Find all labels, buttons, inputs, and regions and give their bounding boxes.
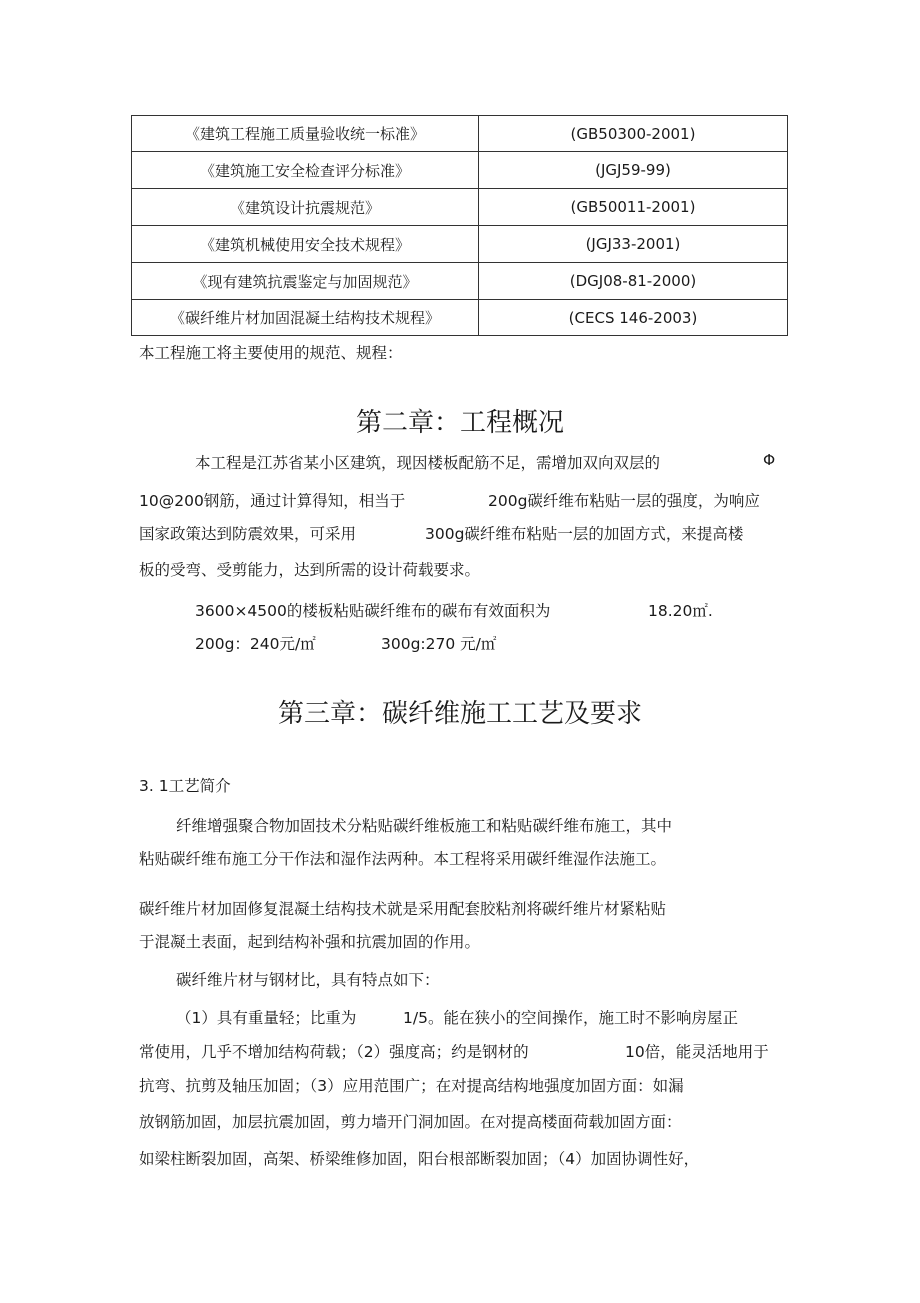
ch2-para1-line3b: 300g碳纤维布粘贴一层的加固方式，来提高楼 bbox=[425, 525, 744, 543]
table-row bbox=[132, 152, 788, 189]
ch3-para1-line2: 粘贴碳纤维布施工分干作法和湿作法两种。本工程将采用碳纤维湿作法施工。 bbox=[139, 850, 667, 868]
table-row bbox=[132, 116, 788, 152]
ch3-para2-line1: 碳纤维片材加固修复混凝土结构技术就是采用配套胶粘剂将碳纤维片材紧粘贴 bbox=[139, 900, 667, 918]
standard-code: (GB50011-2001) bbox=[479, 189, 788, 226]
standard-name: 《建筑机械使用安全技术规程》 bbox=[132, 226, 479, 263]
standard-name: 《建筑设计抗震规范》 bbox=[132, 189, 479, 226]
chapter-2-title: 第二章：工程概况 bbox=[355, 408, 564, 438]
area-line-text: 3600×4500的楼板粘贴碳纤维布的碳布有效面积为 bbox=[195, 602, 551, 620]
ch3-para4-line1b: 1/5。能在狭小的空间操作，施工时不影响房屋正 bbox=[403, 1009, 738, 1027]
ch2-para1-line2a: 10@200钢筋，通过计算得知，相当于 bbox=[139, 492, 406, 510]
ch3-para3: 碳纤维片材与钢材比，具有特点如下： bbox=[176, 971, 440, 989]
ch3-para4-line4: 放钢筋加固，加层抗震加固，剪力墙开门洞加固。在对提高楼面荷载加固方面： bbox=[139, 1113, 682, 1131]
standard-name: 《建筑工程施工质量验收统一标准》 bbox=[132, 116, 479, 152]
standard-name: 《碳纤维片材加固混凝土结构技术规程》 bbox=[132, 300, 479, 336]
ch3-para4-line3: 抗弯、抗剪及轴压加固；（3）应用范围广；在对提高结构地强度加固方面：如漏 bbox=[139, 1077, 684, 1095]
table-row bbox=[132, 263, 788, 300]
standard-name: 《建筑施工安全检查评分标准》 bbox=[132, 152, 479, 189]
standard-code: (DGJ08-81-2000) bbox=[479, 263, 788, 300]
table-caption: 本工程施工将主要使用的规范、规程： bbox=[139, 344, 403, 362]
table-row bbox=[132, 226, 788, 263]
standards-table bbox=[131, 115, 788, 336]
standard-code: (GB50300-2001) bbox=[479, 116, 788, 152]
ch3-para4-line2a: 常使用，几乎不增加结构荷载；（2）强度高；约是钢材的 bbox=[139, 1043, 529, 1061]
ch2-para1-line1: 本工程是江苏省某小区建筑，现因楼板配筋不足，需增加双向双层的 bbox=[195, 454, 661, 472]
ch3-para4-line5: 如梁柱断裂加固，高架、桥梁维修加固，阳台根部断裂加固；（4）加固协调性好， bbox=[139, 1150, 700, 1168]
table-row bbox=[132, 189, 788, 226]
standard-code: (CECS 146-2003) bbox=[479, 300, 788, 336]
ch2-para1-line2b: 200g碳纤维布粘贴一层的强度，为响应 bbox=[488, 492, 760, 510]
standard-code: (JGJ33-2001) bbox=[479, 226, 788, 263]
ch2-para1-line4: 板的受弯、受剪能力，达到所需的设计荷载要求。 bbox=[139, 561, 481, 579]
ch3-para1-line1: 纤维增强聚合物加固技术分粘贴碳纤维板施工和粘贴碳纤维布施工，其中 bbox=[176, 817, 673, 835]
table-row bbox=[132, 300, 788, 336]
area-line-value: 18.20㎡. bbox=[648, 602, 713, 620]
ch3-para4-line2b: 10倍，能灵活地用于 bbox=[625, 1043, 769, 1061]
standard-name: 《现有建筑抗震鉴定与加固规范》 bbox=[132, 263, 479, 300]
chapter-3-title: 第三章：碳纤维施工工艺及要求 bbox=[277, 699, 642, 729]
section-3-1-title: 3. 1工艺简介 bbox=[139, 777, 231, 795]
ch2-para1-line3a: 国家政策达到防震效果，可采用 bbox=[139, 525, 357, 543]
price-300g: 300g:270 元/㎡ bbox=[381, 635, 497, 653]
phi-symbol: Φ bbox=[763, 451, 776, 469]
ch3-para4-line1a: （1）具有重量轻；比重为 bbox=[176, 1009, 357, 1027]
standard-code: (JGJ59-99) bbox=[479, 152, 788, 189]
price-200g: 200g：240元/㎡ bbox=[195, 635, 316, 653]
ch3-para2-line2: 于混凝土表面，起到结构补强和抗震加固的作用。 bbox=[139, 933, 481, 951]
